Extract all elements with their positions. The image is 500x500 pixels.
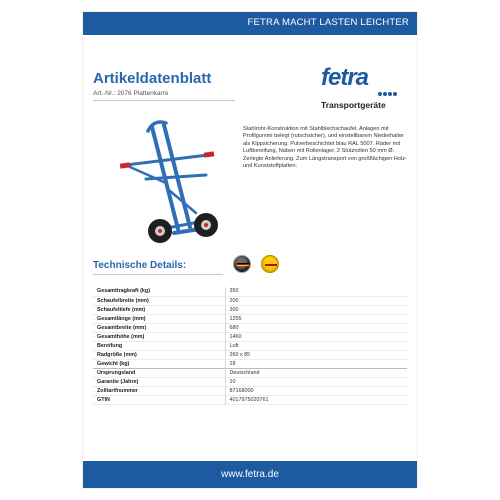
table-row xyxy=(93,314,407,323)
warranty-badge-icon xyxy=(261,255,279,273)
table-row xyxy=(93,386,407,395)
table-row xyxy=(93,305,407,314)
spec-label: Schaufeltiefe (mm) xyxy=(97,306,146,313)
spec-value: 300 xyxy=(225,305,407,314)
spec-value: Deutschland xyxy=(225,368,407,377)
spec-label: Ursprungsland xyxy=(93,368,225,377)
spec-label: Gesamtlänge (mm) xyxy=(97,315,146,322)
spec-value: 200 xyxy=(225,296,407,305)
tech-divider xyxy=(93,274,223,275)
logo-wordmark: fetra xyxy=(321,64,369,91)
table-row xyxy=(93,341,407,350)
spec-label: Gesamttragkraft (kg) xyxy=(97,288,151,295)
article-number: Art.-Nr.: 2076 Plattenkarre xyxy=(93,90,169,97)
table-row xyxy=(93,368,407,377)
table-row xyxy=(93,359,407,368)
tech-details-heading: Technische Details: xyxy=(93,260,187,271)
title-divider xyxy=(93,100,235,101)
spec-label: Gesamtbreite (mm) xyxy=(97,324,147,331)
made-in-germany-badge-icon xyxy=(233,255,251,273)
spec-label: Schaufelbreite (mm) xyxy=(97,297,149,304)
spec-value: 18 xyxy=(225,359,407,368)
datasheet-page xyxy=(83,12,417,488)
spec-value: Luft xyxy=(225,341,407,350)
spec-value: 260 x 85 xyxy=(225,350,407,359)
spec-label: Bereifung xyxy=(97,342,123,349)
spec-label: Zolltarifnummer xyxy=(97,387,139,394)
spec-value: 4017975020761 xyxy=(225,395,407,404)
table-row xyxy=(93,332,407,341)
spec-value: 1460 xyxy=(225,332,407,341)
website-link[interactable]: www.fetra.de xyxy=(221,469,279,480)
product-category: Transportgeräte xyxy=(321,100,386,110)
product-description: Stahlrohr-Konstruktion mit Stahlblechschaufel, Anlagen mit Profilgummi belegt (rutschsicher), und einstellbarem Niederhalter als Kippsicherung. Pulverbeschichtet blau RAL 5007. Räder mit Luftbereifung, Naben mit Rollenlager. 2 Stützrollen 50 mm Ø. Zerlegte Anlieferung. Zum Längstransport von großflächigen Holz- und Kunststoffplatten. xyxy=(243,126,407,170)
table-row xyxy=(93,287,407,296)
page-title: Artikeldatenblatt xyxy=(93,70,212,87)
bottom-banner xyxy=(83,461,417,488)
table-row xyxy=(93,323,407,332)
table-row xyxy=(93,350,407,359)
logo-dots-icon xyxy=(378,83,398,101)
spec-value: 10 xyxy=(225,377,407,386)
table-row xyxy=(93,395,407,404)
spec-label: Radgröße (mm) xyxy=(97,351,137,358)
table-row xyxy=(93,377,407,386)
spec-value: 87168000 xyxy=(225,386,407,395)
technical-details-table xyxy=(93,287,407,405)
spec-label: Gesamthöhe (mm) xyxy=(97,333,145,340)
spec-value: 680 xyxy=(225,323,407,332)
spec-value: 1255 xyxy=(225,314,407,323)
banner-slogan: FETRA MACHT LASTEN LEICHTER xyxy=(247,17,409,28)
table-row xyxy=(93,296,407,305)
fetra-logo xyxy=(321,64,401,96)
top-banner xyxy=(83,12,417,35)
spec-label: GTIN xyxy=(97,396,110,403)
spec-value: 350 xyxy=(225,287,407,296)
plate-trolley-product-image xyxy=(108,117,228,252)
spec-label: Gewicht (kg) xyxy=(97,360,130,367)
spec-label: Garantie (Jahre) xyxy=(97,378,139,385)
